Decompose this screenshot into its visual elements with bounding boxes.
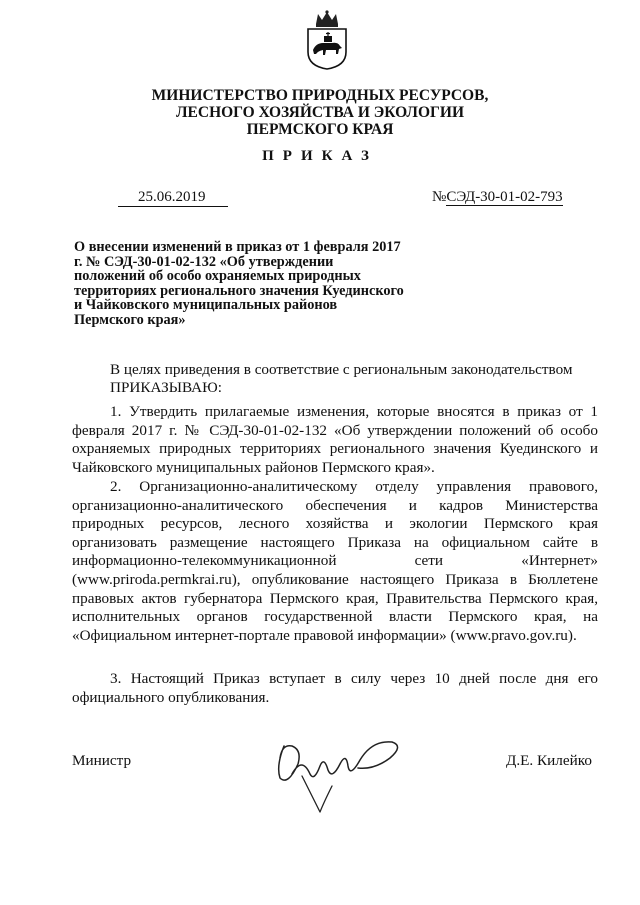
coat-of-arms-emblem xyxy=(304,10,350,70)
order-number xyxy=(432,189,563,206)
order-date xyxy=(118,189,228,207)
order-item-1: 1. Утвердить прилагаемые изменения, которые вносятся в приказ от 1 февраля 2017 г. № СЭД-30-01-02-132 «Об утверждении положений об особо охраняемых природных территориях регионального значения Куединского и Чайковского муниципальных районов Пермского края». xyxy=(72,403,598,476)
org-name-line-1: МИНИСТЕРСТВО ПРИРОДНЫХ РЕСУРСОВ, xyxy=(151,87,489,104)
orders-heading: ПРИКАЗЫВАЮ: xyxy=(110,379,222,396)
order-number-value: СЭД-30-01-02-793 xyxy=(446,189,563,205)
preamble-text: В целях приведения в соответствие с региональным законодательством xyxy=(110,361,573,378)
order-subject: О внесении изменений в приказ от 1 февраля 2017 г. № СЭД-30-01-02-132 «Об утверждении положений об особо охраняемых природных территориях регионального значения Куединского и Чайковского муниципальных районов Пермского края» xyxy=(74,239,404,328)
org-name-line-3: ПЕРМСКОГО КРАЯ xyxy=(246,121,394,138)
order-date-value: 25.06.2019 xyxy=(118,189,228,207)
order-number-prefix: № xyxy=(432,189,447,205)
order-item-2: 2. Организационно-аналитическому отделу управления правового, организационно-аналитического обеспечения и кадров Министерства природных ресурсов, лесного хозяйства и экологии Пермского края организовать размещение настоящего Приказа на официальном сайте в информационно-телекоммуникационной сети «Интернет» (www.priroda.permkrai.ru), опубликование настоящего Приказа в Бюллетене правовых актов губернатора Пермского края, Правительства Пермского края, исполнительных органов государственной власти Пермского края, на «Официальном интернет-портале правовой информации» (www.pravo.gov.ru). xyxy=(72,478,598,644)
order-item-3: 3. Настоящий Приказ вступает в силу через 10 дней после дня его официального опубликования. xyxy=(72,670,598,706)
document-type-title: ПРИКАЗ xyxy=(262,148,378,164)
signatory-position: Министр xyxy=(72,752,132,769)
signatory-name: Д.Е. Килейко xyxy=(506,752,592,769)
org-name-line-2: ЛЕСНОГО ХОЗЯЙСТВА И ЭКОЛОГИИ xyxy=(175,104,465,121)
handwritten-signature xyxy=(262,716,412,816)
